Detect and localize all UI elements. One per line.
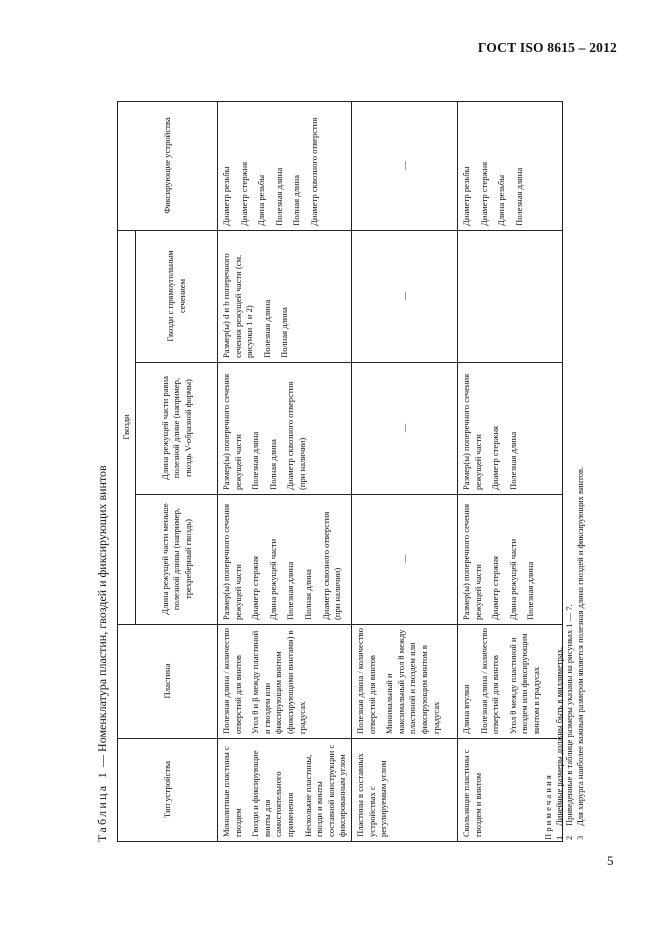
- cell-nail-long: Размер(ы) поперечного сечения режущей части Полезная длина Полная длина Диаметр сквозного отверстия (при наличии): [218, 363, 352, 495]
- cell-nail-rect: —: [351, 230, 457, 362]
- table-caption-title: Номенклатура пластин, гвоздей и фиксирующих винтов: [95, 465, 109, 752]
- table-caption-label: Таблица 1: [95, 769, 109, 842]
- cell-nail-long: Размер(ы) поперечного сечения режущей части Диаметр стержня Полезная длина: [457, 363, 562, 495]
- header-device-type: Тип устройства: [118, 739, 218, 842]
- note-item: 2Приведенные в таблице размеры указаны на рисунках 1 — 7.: [564, 604, 575, 840]
- header-plate: Пластина: [118, 625, 218, 739]
- cell-fixing: Диаметр резьбы Диаметр стержня Длина резьбы Полезная длина: [457, 101, 562, 230]
- document-header: ГОСТ ISO 8615 – 2012: [477, 40, 617, 55]
- nomenclature-table: [117, 101, 563, 842]
- cell-plate: Полезная длина / количество отверстий для винтов Угол θ и β между пластиной и гвоздем или фиксирующим винтом (фиксирующими винтами) в градусах: [218, 625, 352, 739]
- cell-plate: Длина втулки Полезная длина / количество отверстий для винтов Угол θ между пластиной и гвоздем или фиксирующим винтом в градусах: [457, 625, 562, 739]
- rotated-table-block: [95, 102, 620, 842]
- table-notes: [543, 102, 586, 842]
- cell-type: Пластины в составных устройствах с регулируемым углом: [351, 739, 457, 842]
- header-nail-long: Длина режущей части равна полезной длине (например, гвоздь V-образной формы): [136, 363, 218, 495]
- table-row: [351, 101, 457, 841]
- note-item: 1Линейные размеры должны быть в миллиметрах.: [553, 646, 564, 840]
- header-nail-rect: Гвозди с прямоугольным сечением: [136, 230, 218, 362]
- cell-plate: Полезная длина / количество отверстий для винтов Минимальный и максимальный угол θ между пластиной и гвоздем или фиксирующим винтом в градусах: [351, 625, 457, 739]
- cell-nail-long: —: [351, 363, 457, 495]
- cell-nail-short: —: [351, 495, 457, 625]
- cell-fixing: —: [351, 101, 457, 230]
- cell-fixing: Диаметр резьбы Диаметр стержня Длина резьбы Полезная длина Полная длина Диаметр сквозного отверстия: [218, 101, 352, 230]
- notes-title: Примечания: [543, 773, 553, 840]
- cell-type: Монолитные пластины с гвоздем Гвозди и фиксирующие винты для самостоятельного применения Несколькие пластины, гвозди и винты составной конструкции с фиксированным углом: [218, 739, 352, 842]
- header-nails: Гвозди: [118, 230, 136, 624]
- cell-type: Скользящие пластины с гвоздем и винтом: [457, 739, 562, 842]
- table-caption-dash: —: [95, 754, 109, 767]
- table-row: [218, 101, 352, 841]
- note-item: 3Для хирурга наиболее важным размером является полезная длина гвоздей и фиксирующих винтов.: [574, 466, 585, 840]
- cell-nail-rect: Размер(ы) d и b поперечного сечения режущей части (см. рисунки 1 и 2) Полезная длина Полная длина: [218, 230, 352, 362]
- table-caption: [95, 102, 115, 842]
- cell-nail-short: Размер(ы) поперечного сечения режущей части Диаметр стержня Длина режущей части Полезная длина: [457, 495, 562, 625]
- cell-nail-short: Размер(ы) поперечного сечения режущей части Диаметр стержня Длина режущей части Полезная длина Полная длина Диаметр сквозного отверстия (при наличии): [218, 495, 352, 625]
- header-fixing-devices: Фиксирующие устройства: [118, 101, 218, 230]
- page-number: 5: [607, 853, 614, 868]
- header-nail-short: Длина режущей части меньше полезной длины (например, трехреберный гвоздь): [136, 495, 218, 625]
